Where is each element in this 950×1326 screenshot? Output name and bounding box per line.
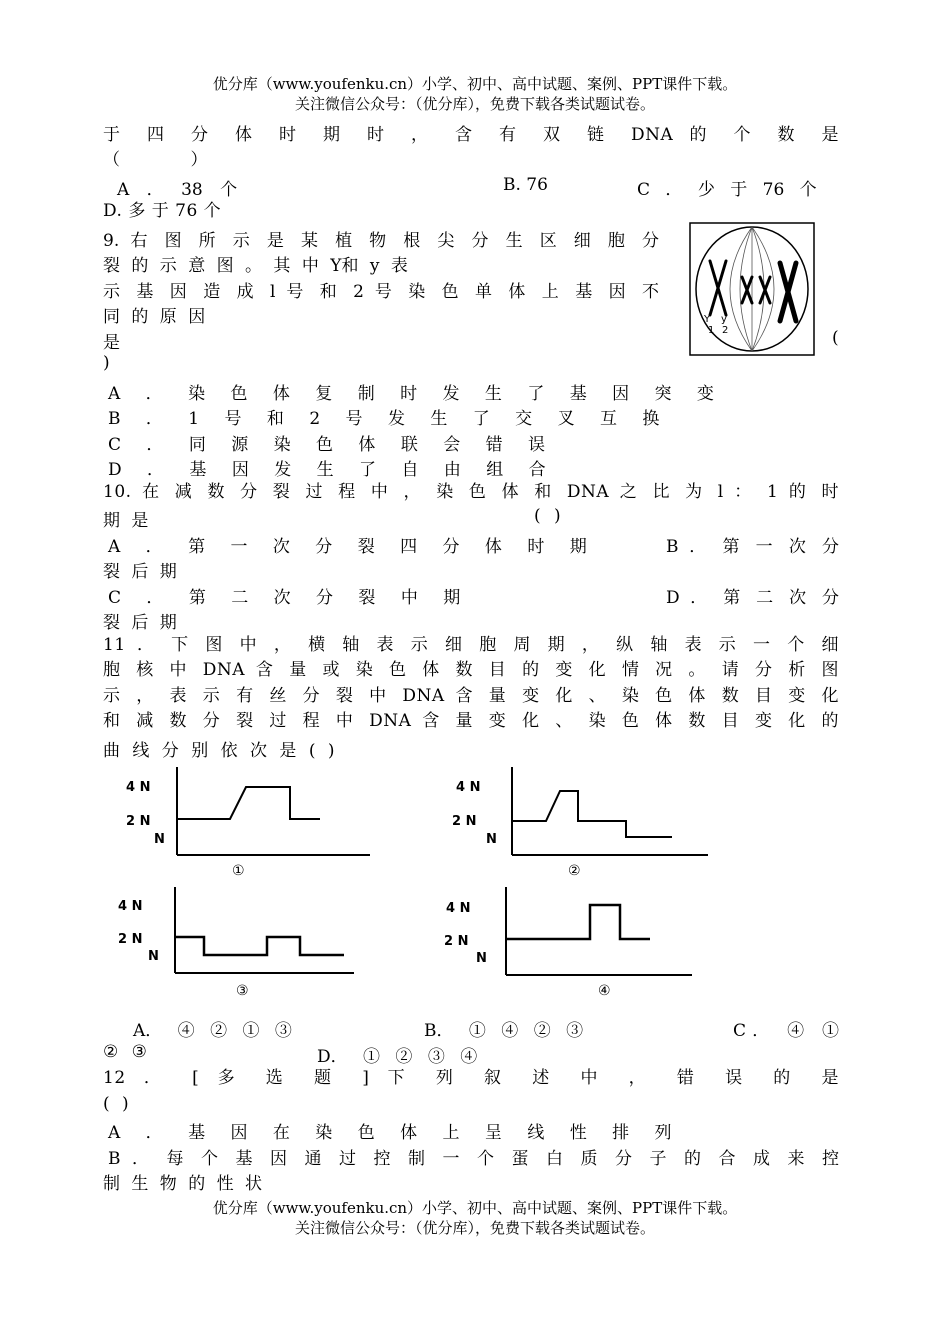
q11-option-c-cont: ② ③ (103, 1042, 147, 1062)
graph-label-3: ③ (236, 983, 249, 999)
page-header-line2: 关注微信公众号：（优分库），免费下载各类试题试卷。 (294, 95, 655, 113)
y-tick-n: N (154, 832, 165, 847)
y-tick-2n: 2 N (452, 814, 477, 829)
curve-2 (512, 791, 672, 837)
q8-answer-paren: （ ） (103, 150, 208, 170)
q9-paren-open: ( (832, 328, 839, 348)
y-tick-n: N (476, 951, 487, 966)
graph-label-2: ② (568, 863, 581, 879)
q11-stem-line2: 胞 核 中 DNA 含 量 或 染 色 体 数 目 的 变 化 情 况 。 请 分 析 图 (103, 660, 839, 680)
q9-stem-line2: 裂 的 示 意 图 。 其 中 Y和 y 表 (103, 256, 408, 276)
q9-option-b: B ． 1 号 和 2 号 发 生 了 交 叉 互 换 (108, 409, 670, 429)
q12-option-b: B ． 每 个 基 因 通 过 控 制 一 个 蛋 白 质 分 子 的 合 成 来 控 (108, 1149, 839, 1169)
q10-option-d-cont: 裂 后 期 (103, 613, 177, 633)
y-tick-4n: 4 N (446, 901, 471, 916)
q10-option-c: C ． 第 二 次 分 裂 中 期 (108, 588, 471, 608)
q10-stem: 10. 在 减 数 分 裂 过 程 中 ， 染 色 体 和 DNA 之 比 为 l ： 1 的 时 (103, 482, 839, 502)
page-footer-line2: 关注微信公众号：（优分库），免费下载各类试题试卷。 (294, 1219, 655, 1237)
graph-label-4: ④ (598, 983, 611, 999)
y-tick-4n: 4 N (126, 780, 151, 795)
y-tick-2n: 2 N (118, 932, 143, 947)
chromosome-x2 (760, 277, 770, 303)
q9-stem-line4: 同 的 原 因 (103, 307, 206, 327)
cell-division-figure (688, 221, 818, 359)
curve-1 (177, 787, 320, 819)
chromosome-x1 (742, 277, 752, 303)
q9-stem-line1: 9. 右 图 所 示 是 某 植 物 根 尖 分 生 区 细 胞 分 (103, 231, 659, 251)
q11-stem-line4: 和 减 数 分 裂 过 程 中 DNA 含 量 变 化 、 染 色 体 数 目 变 化 的 (103, 711, 839, 731)
graph-4 (440, 885, 700, 1000)
q9-option-d: D ． 基 因 发 生 了 自 由 组 合 (108, 460, 556, 480)
q11-option-d: D． ① ② ③ ④ (317, 1047, 478, 1067)
page-footer-line1: 优分库（www.youfenku.cn）小学、初中、高中试题、案例、PPT课件下载。 (212, 1199, 738, 1217)
q8-option-b: B. 76 (503, 175, 548, 195)
q12-answer-paren: ( ) (103, 1094, 130, 1114)
q8-option-c: C ． 少 于 76 个 (637, 180, 817, 200)
q10-option-b: B ． 第 一 次 分 (666, 537, 839, 557)
q10-option-b-cont: 裂 后 期 (103, 562, 177, 582)
chromosome-1-2 (710, 261, 726, 315)
q8-option-a: A ． 38 个 (117, 180, 238, 200)
q9-stem-line5: 是 (103, 333, 120, 353)
q12-option-b-cont: 制 生 物 的 性 状 (103, 1174, 263, 1194)
chromosome-x3 (780, 263, 796, 321)
q9-option-a: A ． 染 色 体 复 制 时 发 生 了 基 因 突 变 (108, 384, 724, 404)
q9-stem-line3: 示 基 因 造 成 l 号 和 2 号 染 色 单 体 上 基 因 不 (103, 282, 659, 302)
y-tick-4n: 4 N (118, 899, 143, 914)
q11-stem-line3: 示 ， 表 示 有 丝 分 裂 中 DNA 含 量 变 化 、 染 色 体 数 目 变 化 (103, 686, 839, 706)
graph-1 (120, 765, 380, 880)
chromatid-label-1: 1 (708, 325, 715, 336)
q11-option-b: B． ① ④ ② ③ (424, 1021, 584, 1041)
q9-option-c: C ． 同 源 染 色 体 联 会 错 误 (108, 435, 556, 455)
gene-label-y: y (721, 314, 727, 325)
gene-label-Y: Y (704, 314, 711, 325)
y-tick-2n: 2 N (444, 934, 469, 949)
q11-option-c: C． ④ ① (733, 1021, 839, 1041)
q12-option-a: A ． 基 因 在 染 色 体 上 呈 线 性 排 列 (108, 1123, 682, 1143)
q8-stem: 于 四 分 体 时 期 时 ， 含 有 双 链 DNA 的 个 数 是 (103, 125, 839, 145)
q11-stem-line5: 曲 线 分 别 依 次 是 ( ) (103, 741, 335, 761)
curve-4 (506, 905, 650, 939)
q10-option-d: D ． 第 二 次 分 (666, 588, 839, 608)
q10-stem-cont: 期 是 (103, 511, 149, 531)
q12-stem: 12 ． [ 多 选 题 ] 下 列 叙 述 中 ， 错 误 的 是 (103, 1068, 839, 1088)
y-tick-n: N (486, 832, 497, 847)
q11-option-a: A． ④ ② ① ③ (133, 1021, 292, 1041)
chromatid-label-2: 2 (722, 325, 729, 336)
graph-label-1: ① (232, 863, 245, 879)
q10-answer-paren: ( ) (534, 506, 561, 526)
q9-paren-close: ) (103, 353, 110, 373)
y-tick-4n: 4 N (456, 780, 481, 795)
page-header-line1: 优分库（www.youfenku.cn）小学、初中、高中试题、案例、PPT课件下载。 (212, 75, 738, 93)
graph-3 (112, 885, 372, 1000)
curve-3 (175, 937, 344, 955)
y-tick-2n: 2 N (126, 814, 151, 829)
q10-option-a: A ． 第 一 次 分 裂 四 分 体 时 期 (108, 537, 597, 557)
graph-2 (450, 765, 720, 880)
q11-stem-line1: 11 ． 下 图 中 ， 横 轴 表 示 细 胞 周 期 ， 纵 轴 表 示 一 个 细 (103, 635, 839, 655)
y-tick-n: N (148, 949, 159, 964)
q8-option-d: D. 多 于 76 个 (103, 201, 222, 221)
spindle-fibers (730, 227, 774, 351)
